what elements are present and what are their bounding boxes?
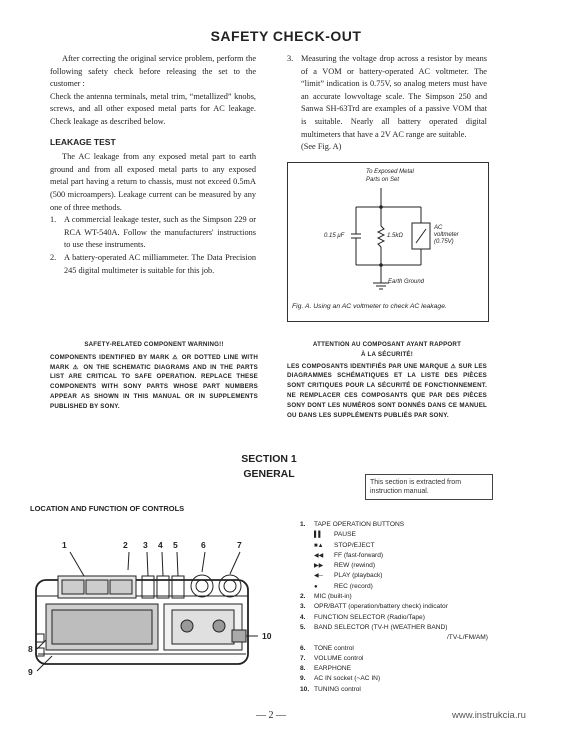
list-item: 7. VOLUME control bbox=[300, 654, 364, 662]
list-item: 3. Measuring the voltage drop across a resistor by means of a VOM or battery-operated AC voltmeter. The “limit” indication is 0.75V, so analog meters must have an accurate lowvoltage scale. The Simpson 250 and Sanwa SH-63Trd are examples of a passive VOM that is suitable. Nearly all battery operated digital multimeters that have a 2V AC range are suitable. (See Fig. A) bbox=[287, 54, 487, 152]
location-heading: LOCATION AND FUNCTION OF CONTROLS bbox=[30, 504, 185, 513]
safety-warning-fr bbox=[287, 340, 487, 420]
callout-6: 6 bbox=[201, 540, 206, 550]
list-item: 3. OPR/BATT (operation/battery check) indicator bbox=[300, 603, 448, 611]
warning-text: COMPONENTS IDENTIFIED BY MARK ⚠ OR DOTTED LINE WITH MARK ⚠ ON THE SCHEMATIC DIAGRAMS AND IN THE PARTS LIST ARE CRITICAL TO SAFE OPERATION. REPLACE THESE COMPONENTS WITH SONY PARTS WHOSE PART NUMBERS APPEAR AS SHOWN IN THIS MANUAL OR IN SUPPLEMENTS PUBLISHED BY SONY. bbox=[50, 353, 258, 410]
voltmeter-label: AC voltmeter (0.75V) bbox=[434, 225, 459, 245]
leakage-test-heading: LEAKAGE TEST bbox=[50, 136, 116, 147]
callout-4: 4 bbox=[158, 540, 163, 550]
controls-list bbox=[300, 520, 500, 695]
safety-warning-en bbox=[50, 340, 258, 412]
warning-text: LES COMPOSANTS IDENTIFIÉS PAR UNE MARQUE ⚠ SUR LES DIAGRAMMES SCHÉMATIQUES ET LA LISTE DES PIÈCES SONT CRITIQUES POUR LA SÉCURITÉ DE FONCTIONNEMENT. NE REMPLACER CES COMPOSANTS QUE PAR DES PIÈCES SONY DONT LES NUMÉROS SONT DONNÉS DANS CE MANUEL OU DANS LES SUPPLÉMENTS PUBLIÉS PAR SONY. bbox=[287, 362, 487, 419]
list-item: 4. FUNCTION SELECTOR (Radio/Tape) bbox=[300, 613, 425, 621]
extract-note: This section is extracted from instruction manual. bbox=[365, 474, 493, 500]
callout-1: 1 bbox=[62, 540, 67, 550]
warning-heading: SAFETY-RELATED COMPONENT WARNING!! bbox=[84, 341, 224, 348]
method-list bbox=[50, 214, 256, 277]
callout-7: 7 bbox=[237, 540, 242, 550]
page-number: — 2 — bbox=[256, 710, 286, 721]
list-item: ▶▶ REW (rewind) bbox=[314, 562, 376, 570]
figure-label-top: To Exposed Metal Parts on Set bbox=[366, 169, 414, 183]
intro-paragraph: After correcting the original service problem, perform the following safety check before releasing the set to the customer : bbox=[50, 54, 256, 89]
cassette-recorder-illustration bbox=[22, 536, 287, 686]
right-column bbox=[287, 53, 487, 154]
list-item: 9. AC IN socket (~AC IN) bbox=[300, 675, 381, 683]
list-item: 2. A battery-operated AC milliammeter. The Data Precision 245 digital multimeter is suitable for this job. bbox=[50, 252, 256, 275]
callout-9: 9 bbox=[28, 667, 33, 677]
warning-heading: ATTENTION AU COMPOSANT AYANT RAPPORT À LA SÉCURITÉ! bbox=[312, 341, 462, 358]
callout-10: 10 bbox=[262, 631, 272, 641]
section-heading: SECTION 1 GENERAL bbox=[241, 453, 297, 480]
list-item: 6. TONE control bbox=[300, 644, 354, 652]
list-item: ◀─ PLAY (playback) bbox=[314, 572, 383, 580]
junction-dot bbox=[379, 205, 383, 209]
check-paragraph: Check the antenna terminals, metal trim, “metallized” knobs, screws, and all other exposed metal parts for AC leakage. Check leakage as described below. bbox=[50, 91, 256, 126]
resistor-label: 1.5kΩ bbox=[387, 233, 403, 239]
leakage-test-paragraph: The AC leakage from any exposed metal part to earth ground and from all exposed metal parts to any exposed metal part having a return to chassis, must not exceed 0.5mA (500 microampers). Leakage current can be measured by any one of three methods. bbox=[50, 152, 256, 212]
list-item: /TV-L/FM/AM) bbox=[446, 634, 488, 642]
list-item: ▌▌ PAUSE bbox=[314, 531, 356, 539]
list-item: 1. A commercial leakage tester, such as the Simpson 229 or RCA WT-540A. Follow the manufacturers' instructions to use these instruments. bbox=[50, 215, 256, 250]
device-drawing bbox=[22, 536, 287, 686]
list-item: 8. EARPHONE bbox=[300, 665, 352, 673]
callout-2: 2 bbox=[123, 540, 128, 550]
figure-a bbox=[287, 162, 489, 322]
list-item: ■▲ STOP/EJECT bbox=[314, 541, 375, 549]
callout-3: 3 bbox=[143, 540, 148, 550]
list-item: 5. BAND SELECTOR (TV-H (WEATHER BAND) bbox=[300, 623, 448, 631]
list-item: 2. MIC (built-in) bbox=[300, 593, 352, 601]
list-item: ● REC (record) bbox=[314, 582, 373, 590]
callout-8: 8 bbox=[28, 644, 33, 654]
list-item: 1. TAPE OPERATION BUTTONS bbox=[300, 521, 405, 528]
capacitor-label: 0.15 μF bbox=[324, 233, 345, 239]
callout-5: 5 bbox=[173, 540, 178, 550]
watermark: www.instrukcia.ru bbox=[452, 710, 526, 721]
ground-label: Earth Ground bbox=[388, 279, 425, 285]
list-item: 10. TUNING control bbox=[300, 685, 361, 693]
list-item: ◀◀ FF (fast-forward) bbox=[314, 551, 384, 559]
method-list-3 bbox=[287, 53, 487, 154]
page-title: SAFETY CHECK-OUT bbox=[210, 28, 362, 44]
junction-dot bbox=[379, 263, 383, 267]
figure-caption: Fig. A. Using an AC voltmeter to check AC leakage. bbox=[292, 303, 447, 310]
left-column bbox=[50, 53, 256, 277]
